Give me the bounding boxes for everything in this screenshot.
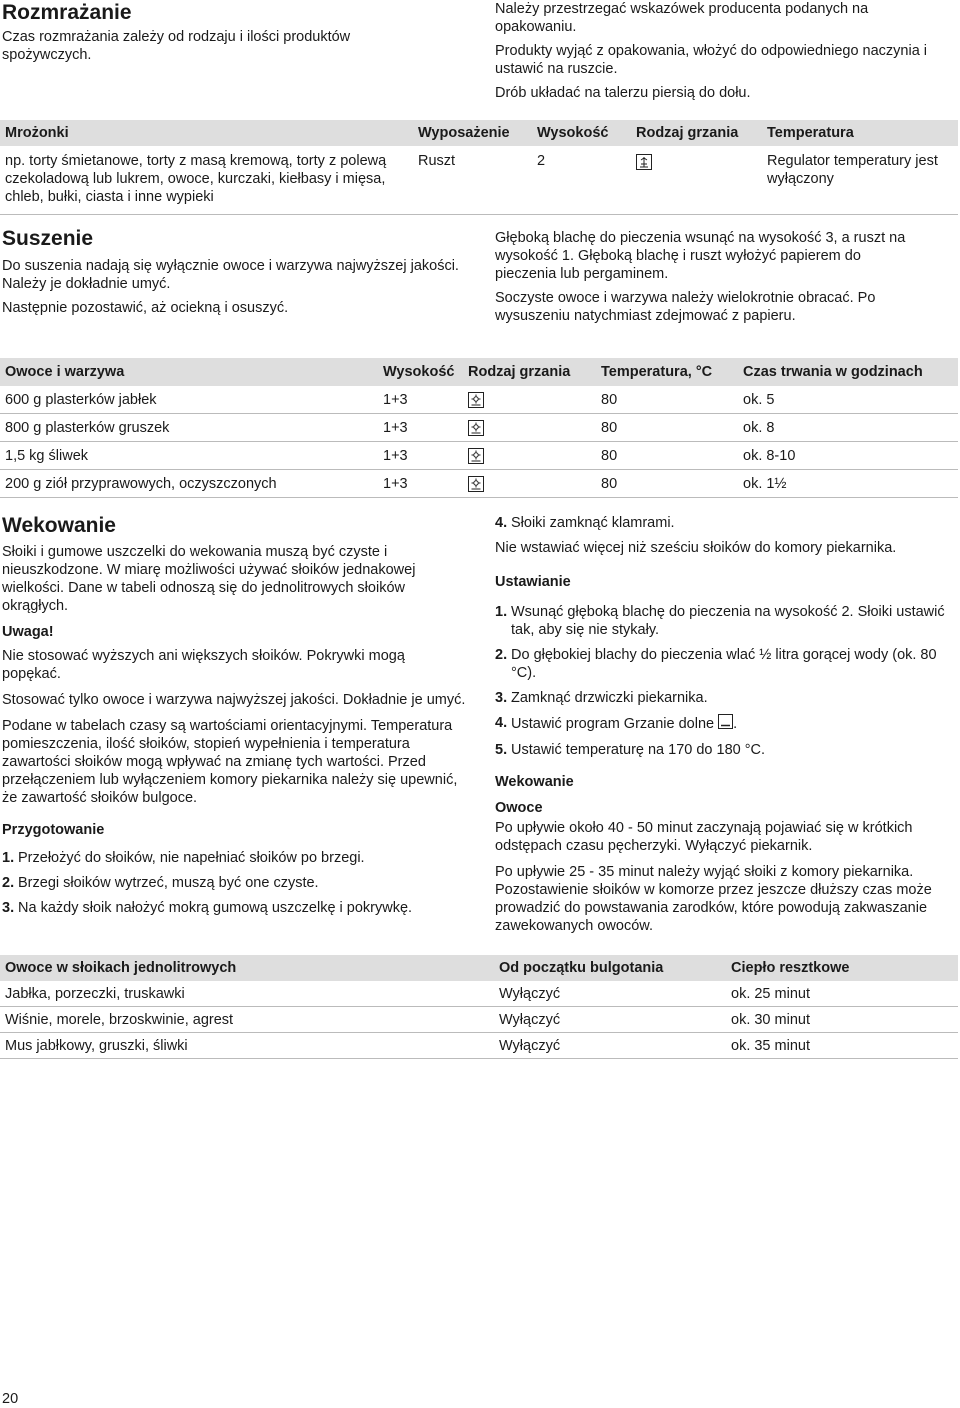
drying-temp: 80 (601, 420, 618, 436)
drying-item: 1,5 kg śliwek (5, 448, 89, 464)
quality-text: Stosować tylko owoce i warzywa najwyższej jakości. Dokładnie je umyć. (2, 692, 466, 708)
drying-table (0, 358, 958, 498)
frozen-temperature: Regulator temperatury jest wyłączony (767, 153, 938, 187)
table-row (0, 470, 958, 498)
wek-title: Wekowanie (495, 774, 574, 790)
hot-air-icon (468, 392, 484, 413)
fruit-paragraph: Po upływie około 40 - 50 minut zaczynają pojawiać się w krótkich odstępach czasu pęcherzyki. Wyłączyć piekarnik. (495, 820, 913, 854)
step-text: Zamknąć drzwiczki piekarnika. (511, 690, 708, 706)
jars-action: Wyłączyć (499, 1038, 561, 1054)
drying-time: ok. 1½ (743, 476, 787, 492)
step-number: 4. (495, 715, 508, 731)
setup-step (495, 741, 957, 759)
drying-paragraph: Następnie pozostawić, aż ociekną i osuszyć. (2, 300, 289, 316)
drying-time: ok. 8 (743, 420, 775, 436)
warning-label: Uwaga! (2, 624, 54, 640)
prep-step (2, 849, 467, 867)
drying-header-time: Czas trwania w godzinach (743, 364, 923, 380)
table-row (0, 1007, 958, 1033)
jars-time: ok. 25 minut (731, 986, 810, 1002)
drying-height: 1+3 (383, 448, 408, 464)
drying-temp: 80 (601, 476, 618, 492)
page-number: 20 (2, 1391, 19, 1407)
step-number: 4. (495, 515, 508, 531)
step-text: Wsunąć głęboką blachę do pieczenia na wysokość 2. Słoiki ustawić tak, aby się nie stykały. (511, 604, 945, 638)
drying-time: ok. 5 (743, 392, 775, 408)
drying-height: 1+3 (383, 392, 408, 408)
hot-air-icon (468, 476, 484, 497)
drying-temp: 80 (601, 448, 618, 464)
frozen-header-height: Wysokość (537, 125, 609, 141)
setup-step (495, 689, 957, 707)
step-number: 5. (495, 742, 508, 758)
thawing-title: Rozmrażanie (2, 1, 132, 24)
bottom-heat-icon (718, 714, 733, 734)
step-text: Ustawić temperaturę na 170 do 180 °C. (511, 742, 766, 758)
frozen-header-heating: Rodzaj grzania (636, 125, 739, 141)
drying-height: 1+3 (383, 476, 408, 492)
thawing-instruction: Drób układać na talerzu piersią do dołu. (495, 85, 751, 101)
setup-step (495, 603, 957, 639)
jars-action: Wyłączyć (499, 1012, 561, 1028)
jars-table (0, 955, 958, 1059)
setup-steps (495, 603, 957, 759)
thawing-instructions (495, 0, 935, 110)
jars-fruit: Jabłka, porzeczki, truskawki (5, 986, 185, 1002)
drying-header-item: Owoce i warzywa (5, 364, 125, 380)
drying-time: ok. 8-10 (743, 448, 796, 464)
step-number: 2. (2, 875, 15, 891)
step-number: 3. (2, 900, 15, 916)
fruit-title: Owoce (495, 800, 543, 816)
frozen-header-equipment: Wyposażenie (418, 125, 510, 141)
prep-step (495, 514, 957, 532)
prep-step (2, 874, 467, 892)
step-text: Ustawić program Grzanie dolne (511, 715, 715, 732)
jars-action: Wyłączyć (499, 986, 561, 1002)
drying-table-header (0, 358, 958, 386)
drying-paragraph: Soczyste owoce i warzywa należy wielokrotnie obracać. Po wysuszeniu natychmiast zdejmować z papieru. (495, 290, 876, 324)
table-row (0, 442, 958, 470)
jars-time: ok. 35 minut (731, 1038, 810, 1054)
step-number: 3. (495, 690, 508, 706)
step-text: Na każdy słoik nałożyć mokrą gumową uszczelkę i pokrywkę. (18, 900, 413, 916)
jars-time: ok. 30 minut (731, 1012, 810, 1028)
canning-title: Wekowanie (2, 514, 116, 537)
canning-right (495, 514, 957, 943)
drying-header-heating: Rodzaj grzania (468, 364, 571, 380)
step-text-end: . (733, 715, 738, 732)
canning-intro: Słoiki i gumowe uszczelki do wekowania muszą być czyste i nieuszkodzone. W miarę możliwości używać słoików jednakowej wielkości. Dane w tabeli odnoszą się do jednolitrowych słoików okrągłych. (2, 544, 416, 614)
drying-height: 1+3 (383, 420, 408, 436)
frozen-header-food: Mrożonki (5, 125, 69, 141)
table-row (0, 981, 958, 1007)
prep-step-4 (495, 514, 957, 532)
jar-count-note: Nie wstawiać więcej niż sześciu słoików do komory piekarnika. (495, 540, 897, 556)
jars-fruit: Mus jabłkowy, gruszki, śliwki (5, 1038, 188, 1054)
thawing-text: Czas rozmrażania zależy od rodzaju i ilości produktów spożywczych. (2, 29, 351, 63)
canning-left (2, 543, 467, 924)
drying-left (2, 257, 462, 325)
frozen-equipment: Ruszt (418, 153, 456, 169)
frozen-food: np. torty śmietanowe, torty z masą kremową, torty z polewą czekoladową lub lukrem, owoce, kurczaki, kiełbasy i mięsa, chleb, bułki, ciasta i inne wypieki (5, 153, 387, 205)
jars-header-fruit: Owoce w słoikach jednolitrowych (5, 960, 237, 976)
table-row (0, 386, 958, 414)
thawing-instruction: Produkty wyjąć z opakowania, włożyć do odpowiedniego naczynia i ustawić na ruszcie. (495, 43, 928, 77)
prep-steps (2, 849, 467, 917)
step-text: Przełożyć do słoików, nie napełniać słoików po brzegi. (18, 850, 365, 866)
defrost-icon (636, 154, 652, 175)
frozen-table-header (0, 120, 958, 146)
frozen-header-temperature: Temperatura (767, 125, 854, 141)
drying-header-height: Wysokość (383, 364, 455, 380)
step-number: 1. (495, 604, 508, 620)
times-note: Podane w tabelach czasy są wartościami orientacyjnymi. Temperatura pomieszczenia, ilość słoików, stopień wypełnienia i temperatura zawartości słoików mogą wpływać na zmianę tych wartości. Przed przełączeniem lub wyłączeniem komory piekarnika należy się upewnić, że zawartość słoików bulgoce. (2, 718, 458, 806)
table-row (0, 414, 958, 442)
drying-item: 600 g plasterków jabłek (5, 392, 157, 408)
drying-item: 800 g plasterków gruszek (5, 420, 170, 436)
drying-header-temp: Temperatura, °C (601, 364, 713, 380)
jars-header-residual: Ciepło resztkowe (731, 960, 850, 976)
jars-fruit: Wiśnie, morele, brzoskwinie, agrest (5, 1012, 234, 1028)
drying-item: 200 g ziół przyprawowych, oczyszczonych (5, 476, 277, 492)
step-text: Słoiki zamknąć klamrami. (511, 515, 675, 531)
step-number: 1. (2, 850, 15, 866)
hot-air-icon (468, 420, 484, 441)
frozen-height: 2 (537, 153, 546, 169)
step-text: Brzegi słoików wytrzeć, muszą być one czyste. (18, 875, 319, 891)
drying-paragraph: Głęboką blachę do pieczenia wsunąć na wysokość 3, a ruszt na wysokość 1. Głęboką blachę i ruszt wyłożyć papierem do pieczenia lub pergaminem. (495, 230, 906, 282)
drying-title: Suszenie (2, 227, 94, 250)
step-text: Do głębokiej blachy do pieczenia wlać ½ litra gorącej wody (ok. 80 °C). (511, 647, 937, 681)
thawing-instruction: Należy przestrzegać wskazówek producenta podanych na opakowaniu. (495, 1, 869, 35)
prep-title: Przygotowanie (2, 822, 105, 838)
frozen-table-row (0, 146, 958, 215)
hot-air-icon (468, 448, 484, 469)
setup-title: Ustawianie (495, 574, 571, 590)
drying-right (495, 229, 925, 333)
prep-step (2, 899, 467, 917)
step-number: 2. (495, 647, 508, 663)
warning-text: Nie stosować wyższych ani większych słoików. Pokrywki mogą popękać. (2, 648, 405, 682)
drying-paragraph: Do suszenia nadają się wyłącznie owoce i warzywa najwyższej jakości. Należy je dokładnie umyć. (2, 258, 459, 292)
table-row (0, 1033, 958, 1059)
jars-table-body (0, 981, 958, 1059)
setup-step (495, 714, 957, 734)
fruit-paragraph: Po upływie 25 - 35 minut należy wyjąć słoiki z komory piekarnika. Pozostawienie słoików w komorze przez jeszcze dłuższy czas może prowadzić do powstawania zarodków, które powodują zakwaszanie zawekowanych owoców. (495, 864, 932, 934)
drying-table-body (0, 386, 958, 498)
drying-temp: 80 (601, 392, 618, 408)
setup-step (495, 646, 957, 682)
jars-table-header (0, 955, 958, 981)
jars-header-action: Od początku bulgotania (499, 960, 664, 976)
